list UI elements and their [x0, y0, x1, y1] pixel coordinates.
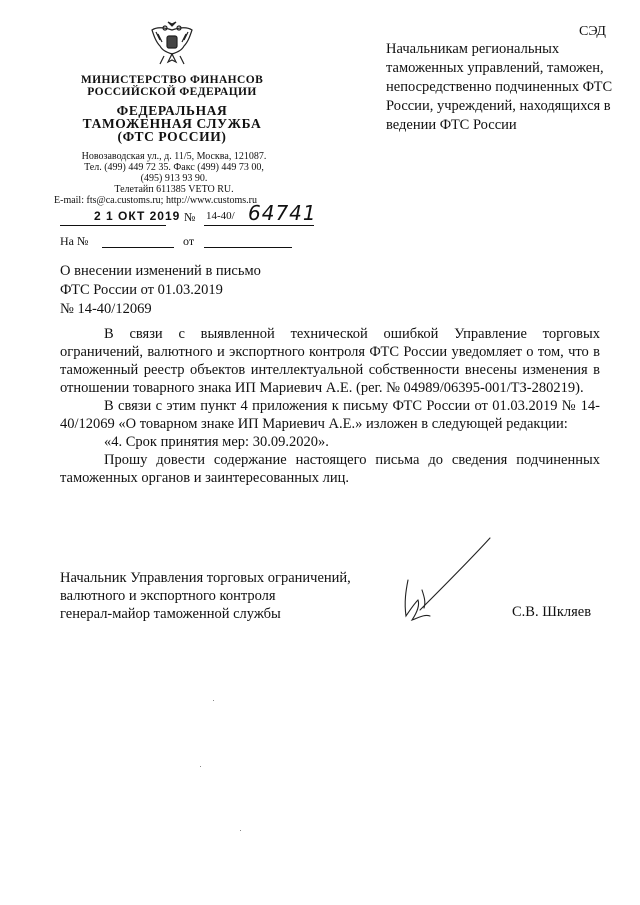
- body-paragraph-3: «4. Срок принятия мер: 30.09.2020».: [104, 434, 329, 450]
- contact-teletype: Телетайп 611385 VETO RU.: [114, 184, 234, 195]
- position-line-2: валютного и экспортного контроля: [60, 588, 276, 604]
- sed-mark: СЭД: [579, 24, 606, 39]
- number-underline: [204, 225, 314, 226]
- registration-row: [58, 201, 318, 229]
- body-paragraph-2: В связи с этим пункт 4 приложения к письму ФТС России от 01.03.2019 № 14-40/12069 «О товарном знаке ИП Мариевич А.Е.» изложен в следующей редакции:: [60, 398, 600, 432]
- subject-line-1: О внесении изменений в письмо: [60, 263, 261, 279]
- body-paragraph-4: Прошу довести содержание настоящего письма до сведения подчиненных таможенных органов и заинтересованных лиц.: [60, 452, 600, 486]
- ministry-line-2: РОССИЙСКОЙ ФЕДЕРАЦИИ: [87, 86, 257, 98]
- ministry-line-1: МИНИСТЕРСТВО ФИНАНСОВ: [80, 74, 264, 86]
- handwritten-signature: [390, 530, 500, 630]
- service-name: [56, 104, 288, 143]
- ref-label: На №: [60, 234, 89, 248]
- letter-body: [60, 325, 600, 487]
- subject: [60, 262, 320, 319]
- ref-from-label: от: [183, 234, 195, 248]
- contact-phone: Тел. (499) 449 72 35. Факс (499) 449 73 00,: [84, 162, 264, 173]
- coat-of-arms-icon: [148, 20, 196, 70]
- ref-number-line: [102, 247, 174, 248]
- registration-date: 2 1 ОКТ 2019: [94, 209, 181, 223]
- ref-date-line: [204, 247, 292, 248]
- addressee: Начальникам региональных таможенных управлений, таможен, непосредственно подчиненных ФТС России, учреждений, находящихся в ведении ФТС России: [386, 41, 613, 133]
- position-line-1: Начальник Управления торговых ограничений,: [60, 570, 351, 586]
- position-line-3: генерал-майор таможенной службы: [60, 606, 281, 622]
- contact-address: Новозаводская ул., д. 11/5, Москва, 121087.: [81, 151, 267, 162]
- signatory-name: С.В. Шкляев: [512, 604, 592, 620]
- scan-dot: [240, 830, 241, 831]
- contact-email: E-mail: fts@ca.customs.ru; http://www.customs.ru: [54, 195, 257, 206]
- subject-line-3: № 14-40/12069: [60, 301, 152, 317]
- date-underline: [60, 225, 166, 226]
- service-line-3: (ФТС РОССИИ): [117, 129, 227, 144]
- signatory-position: [60, 569, 380, 623]
- ministry-name: [56, 74, 288, 98]
- scan-dot: [200, 766, 201, 767]
- number-label: №: [184, 210, 196, 224]
- contact-phone-2: (495) 913 93 90.: [140, 173, 208, 184]
- reference-row: [58, 234, 318, 252]
- body-paragraph-1: В связи с выявленной технической ошибкой Управление торговых ограничений, валютного и экспортного контроля ФТС России уведомляет о том, что в таможенный реестр объектов интеллектуальной собственности внесены изменения в отношении товарного знака ИП Мариевич А.Е. (рег. № 04989/06395-001/ТЗ-280219).: [60, 326, 600, 396]
- number-handwritten: 64741: [248, 201, 317, 225]
- contact-block: [54, 151, 286, 206]
- subject-line-2: ФТС России от 01.03.2019: [60, 282, 223, 298]
- service-line-2: ТАМОЖЕННАЯ СЛУЖБА: [82, 116, 262, 131]
- number-prefix: 14-40/: [206, 210, 235, 222]
- service-line-1: ФЕДЕРАЛЬНАЯ: [116, 103, 228, 118]
- scan-dot: [213, 700, 214, 701]
